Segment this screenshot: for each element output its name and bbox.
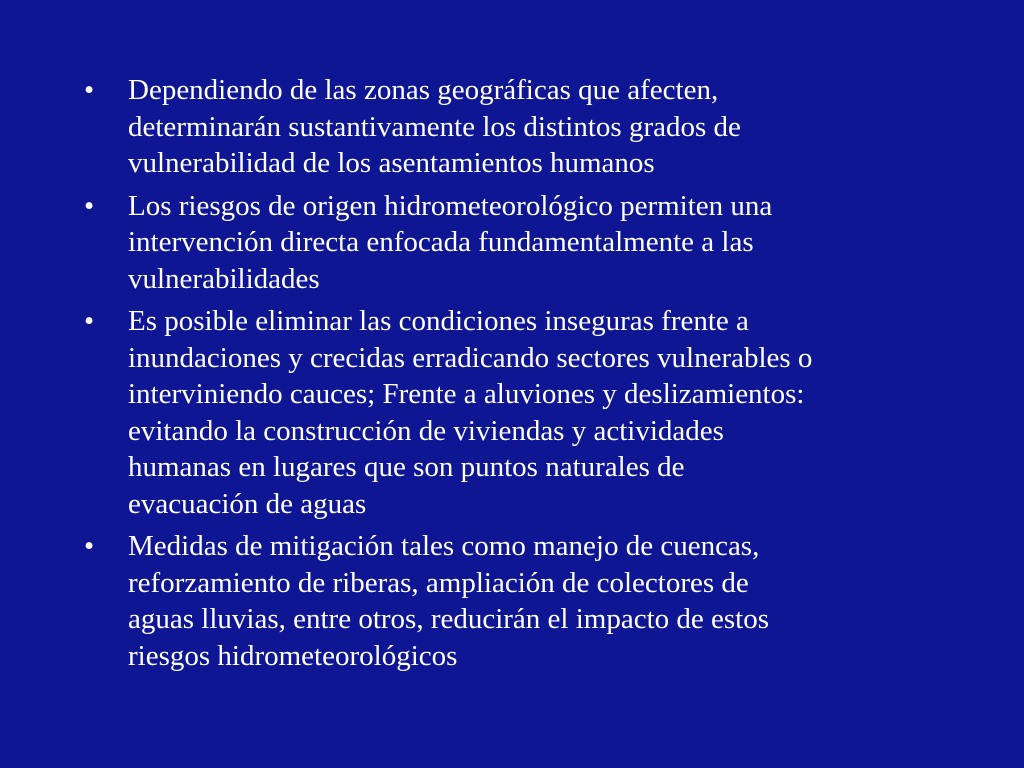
bullet-3-line-1: Es posible eliminar las condiciones inseguras frente a xyxy=(128,305,749,337)
bullet-2-line-3: vulnerabilidades xyxy=(128,262,320,295)
bullet-item-1 xyxy=(84,72,964,182)
bullet-4-line-2: reforzamiento de riberas, ampliación de colectores de xyxy=(128,566,749,599)
bullet-marker-1: • xyxy=(84,74,95,106)
bullet-item-4 xyxy=(84,528,964,674)
bullet-3-line-6: evacuación de aguas xyxy=(128,487,367,520)
bullet-4-line-3: aguas lluvias, entre otros, reducirán el impacto de estos xyxy=(128,603,770,635)
bullet-4-line-1: Medidas de mitigación tales como manejo de cuencas, xyxy=(128,530,760,562)
bullet-list xyxy=(84,72,964,680)
bullet-2-line-2: intervención directa enfocada fundamentalmente a las xyxy=(128,226,754,258)
bullet-item-3 xyxy=(84,303,964,522)
bullet-item-2 xyxy=(84,188,964,298)
bullet-1-line-3: vulnerabilidad de los asentamientos humanos xyxy=(128,147,655,179)
bullet-4-line-4: riesgos hidrometeorológicos xyxy=(128,639,458,672)
bullet-3-line-4: evitando la construcción de viviendas y actividades xyxy=(128,414,724,447)
bullet-1-line-1: Dependiendo de las zonas geográficas que afecten, xyxy=(128,74,719,106)
bullet-marker-3: • xyxy=(84,305,95,337)
bullet-marker-4: • xyxy=(84,530,95,562)
bullet-1-line-2: determinarán sustantivamente los distintos grados de xyxy=(128,110,741,143)
bullet-3-line-3: interviniendo cauces; Frente a aluviones y deslizamientos: xyxy=(128,378,805,410)
bullet-2-line-1: Los riesgos de origen hidrometeorológico permiten una xyxy=(128,189,773,222)
bullet-3-line-5: humanas en lugares que son puntos naturales de xyxy=(128,451,685,483)
bullet-3-line-2: inundaciones y crecidas erradicando sectores vulnerables o xyxy=(128,341,813,374)
bullet-marker-2: • xyxy=(84,189,95,222)
